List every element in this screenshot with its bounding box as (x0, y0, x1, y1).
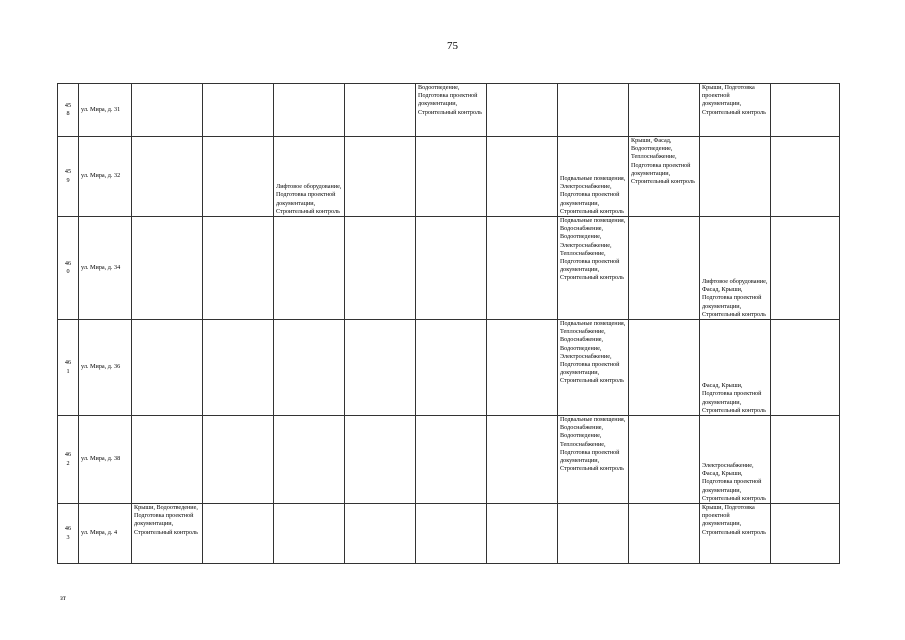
work-cell (558, 84, 629, 137)
work-cell: Водоотведение, Подготовка проектной документации, Строительный контроль (416, 84, 487, 137)
work-cell: Лифтовое оборудование, Подготовка проектной документации, Строительный контроль (274, 137, 345, 217)
work-cell (345, 504, 416, 564)
row-number: 46 1 (58, 320, 79, 416)
work-cell: Электроснабжение, Фасад, Крыши, Подготовка проектной документации, Строительный контроль (700, 416, 771, 504)
work-cell (345, 137, 416, 217)
work-cell: Лифтовое оборудование, Фасад, Крыши, Подготовка проектной документации, Строительный контроль (700, 217, 771, 320)
table-row (58, 217, 840, 320)
table-row (58, 84, 840, 137)
work-cell (771, 217, 840, 320)
work-cell: Крыши, Подготовка проектной документации, Строительный контроль (700, 504, 771, 564)
work-cell (629, 416, 700, 504)
work-cell (274, 416, 345, 504)
work-cell (487, 320, 558, 416)
work-cell (771, 416, 840, 504)
work-cell (203, 217, 274, 320)
work-cell: Подвальные помещения, Электроснабжение, Подготовка проектной документации, Строительный контроль (558, 137, 629, 217)
work-cell: Подвальные помещения, Водоснабжение, Водоотведение, Теплоснабжение, Подготовка проектной документации, Строительный контроль (558, 416, 629, 504)
work-cell (274, 217, 345, 320)
work-cell (558, 504, 629, 564)
work-cell (203, 137, 274, 217)
table-row (58, 137, 840, 217)
address-cell: ул. Мира, д. 31 (79, 84, 132, 137)
work-cell (771, 137, 840, 217)
work-cell (416, 416, 487, 504)
row-number: 46 2 (58, 416, 79, 504)
work-cell (132, 217, 203, 320)
work-cell (274, 504, 345, 564)
table-row (58, 416, 840, 504)
work-cell: Крыши, Водоотведение, Подготовка проектной документации, Строительный контроль (132, 504, 203, 564)
row-number: 45 9 (58, 137, 79, 217)
work-cell (487, 217, 558, 320)
work-cell: Крыши, Подготовка проектной документации, Строительный контроль (700, 84, 771, 137)
work-cell (203, 320, 274, 416)
work-cell (274, 84, 345, 137)
work-cell (203, 416, 274, 504)
work-cell (416, 320, 487, 416)
work-cell (132, 84, 203, 137)
work-cell (629, 84, 700, 137)
work-cell (487, 416, 558, 504)
work-cell (345, 416, 416, 504)
address-cell: ул. Мира, д. 32 (79, 137, 132, 217)
address-cell: ул. Мира, д. 4 (79, 504, 132, 564)
register-table (57, 83, 840, 564)
work-cell (345, 217, 416, 320)
address-cell: ул. Мира, д. 34 (79, 217, 132, 320)
table-row (58, 320, 840, 416)
work-cell (203, 84, 274, 137)
work-cell (132, 137, 203, 217)
row-number: 46 3 (58, 504, 79, 564)
work-cell (771, 84, 840, 137)
work-cell (487, 137, 558, 217)
work-cell (416, 137, 487, 217)
row-number: 46 0 (58, 217, 79, 320)
work-cell (132, 320, 203, 416)
work-cell (345, 84, 416, 137)
work-cell (771, 504, 840, 564)
work-cell (629, 217, 700, 320)
row-number: 45 8 (58, 84, 79, 137)
work-cell (416, 217, 487, 320)
table-row (58, 504, 840, 564)
work-cell (629, 504, 700, 564)
work-cell (345, 320, 416, 416)
footer-mark: зт (60, 594, 66, 602)
work-cell (203, 504, 274, 564)
work-cell (132, 416, 203, 504)
address-cell: ул. Мира, д. 38 (79, 416, 132, 504)
work-cell: Крыши, Фасад, Водоотведение, Теплоснабжение, Подготовка проектной документации, Строительный контроль (629, 137, 700, 217)
work-cell (771, 320, 840, 416)
address-cell: ул. Мира, д. 36 (79, 320, 132, 416)
work-cell: Подвальные помещения, Теплоснабжение, Водоснабжение, Водоотведение, Электроснабжение, Подготовка проектной документации, Строительный контроль (558, 320, 629, 416)
work-cell (416, 504, 487, 564)
work-cell: Фасад, Крыши, Подготовка проектной документации, Строительный контроль (700, 320, 771, 416)
work-cell (274, 320, 345, 416)
work-cell (487, 504, 558, 564)
work-cell (487, 84, 558, 137)
work-cell: Подвальные помещения, Водоснабжение, Водоотведение, Электроснабжение, Теплоснабжение, Подготовка проектной документации, Строительный контроль (558, 217, 629, 320)
page-number: 75 (447, 40, 458, 52)
work-cell (629, 320, 700, 416)
work-cell (700, 137, 771, 217)
